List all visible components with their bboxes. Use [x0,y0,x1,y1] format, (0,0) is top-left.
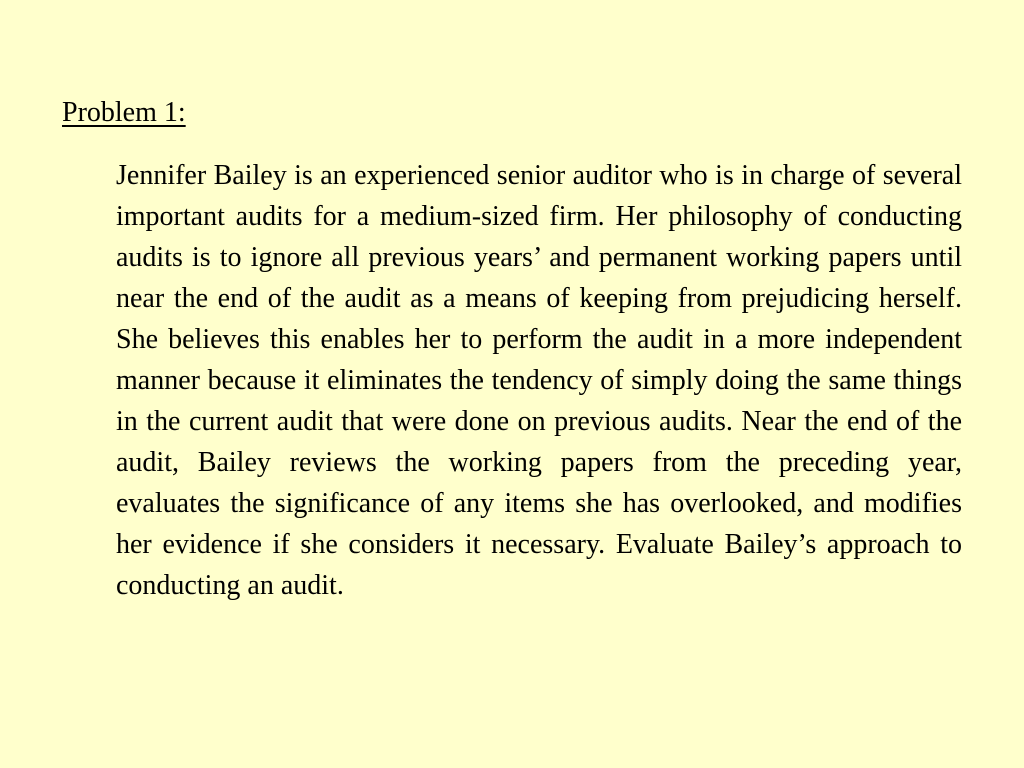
problem-heading: Problem 1: [62,97,186,128]
problem-paragraph: Jennifer Bailey is an experienced senior auditor who is in charge of several important audits for a medium-sized firm. Her philosophy of conducting audits is to ignore all previous years’ and permanent working papers until near the end of the audit as a means of keeping from prejudicing herself. She believes this enables her to perform the audit in a more independent manner because it eliminates the tendency of simply doing the same things in the current audit that were done on previous audits. Near the end of the audit, Bailey reviews the working papers from the preceding year, evaluates the significance of any items she has overlooked, and modifies her evidence if she considers it necessary. Evaluate Bailey’s approach to conducting an audit. [116,160,962,601]
